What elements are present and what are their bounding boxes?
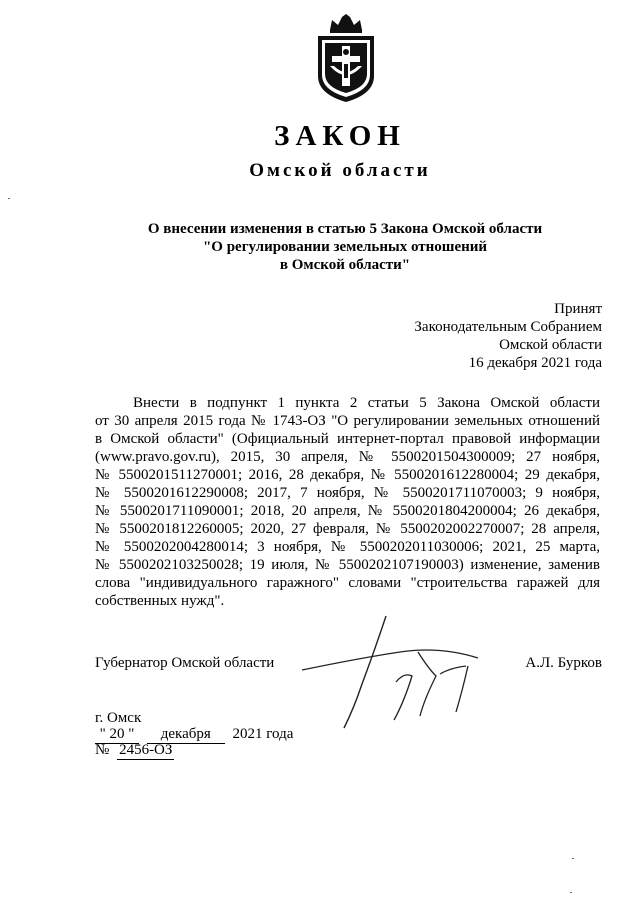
signatory-position: Губернатор Омской области	[95, 655, 275, 671]
document-region: Омской области	[249, 160, 431, 181]
body-line: от 30 апреля 2015 года № 1743-ОЗ "О регулировании земельных отношений	[95, 413, 600, 429]
scan-speck	[572, 858, 574, 859]
body-line: слова "индивидуального гаражного" словами "строительства гаражей для	[95, 575, 600, 591]
handwritten-signature	[300, 612, 490, 732]
signing-month: декабря	[147, 726, 225, 744]
law-subject	[130, 220, 560, 274]
adoption-line: Принят	[554, 301, 602, 317]
body-line: Внести в подпункт 1 пункта 2 статьи 5 Закона Омской области	[133, 395, 600, 411]
body-line: № 5500201812260005; 2020, 27 февраля, № 5500202002270007; 28 апреля,	[95, 521, 600, 537]
signing-city: г. Омск	[95, 710, 142, 726]
adoption-date: 16 декабря 2021 года	[468, 355, 602, 371]
body-line: собственных нужд".	[95, 593, 225, 609]
body-line: (www.pravo.gov.ru), 2015, 30 апреля, № 5500201504300009; 27 ноября,	[95, 449, 600, 465]
subject-line: "О регулировании земельных отношений	[202, 239, 488, 255]
adoption-line: Законодательным Собранием	[414, 319, 602, 335]
body-line: № 5500201511270001; 2016, 28 декабря, № 5500201612280004; 29 декабря,	[95, 467, 600, 483]
subject-line: О внесении изменения в статью 5 Закона Омской области	[147, 221, 543, 237]
signatory-name: А.Л. Бурков	[525, 655, 602, 671]
body-line: № 5500201711090001; 2018, 20 апреля, № 5500201804200004; 26 декабря,	[95, 503, 600, 519]
body-line: в Омской области" (Официальный интернет-портал правовой информации	[95, 431, 600, 447]
adoption-line: Омской области	[499, 337, 602, 353]
document-title: ЗАКОН	[274, 120, 406, 152]
law-body-text	[95, 394, 600, 610]
adoption-block	[414, 300, 602, 372]
coat-of-arms-icon	[312, 14, 380, 104]
scan-speck	[8, 198, 10, 199]
signing-year: 2021 года	[232, 726, 294, 742]
body-line: № 5500202103250028; 19 июля, № 5500202107190003) изменение, заменив	[95, 557, 600, 573]
signing-day: " 20 "	[95, 726, 139, 744]
subject-line: в Омской области"	[279, 257, 411, 273]
number-sign: №	[95, 742, 110, 758]
law-number-value: 2456-ОЗ	[119, 742, 173, 758]
scan-speck	[570, 892, 572, 893]
body-line: № 5500202004280014; 3 ноября, № 5500202011030006; 2021, 25 марта,	[95, 539, 600, 555]
law-number	[95, 742, 174, 760]
body-line: № 5500201612290008; 2017, 7 ноября, № 5500201711070003; 9 ноября,	[95, 485, 600, 501]
